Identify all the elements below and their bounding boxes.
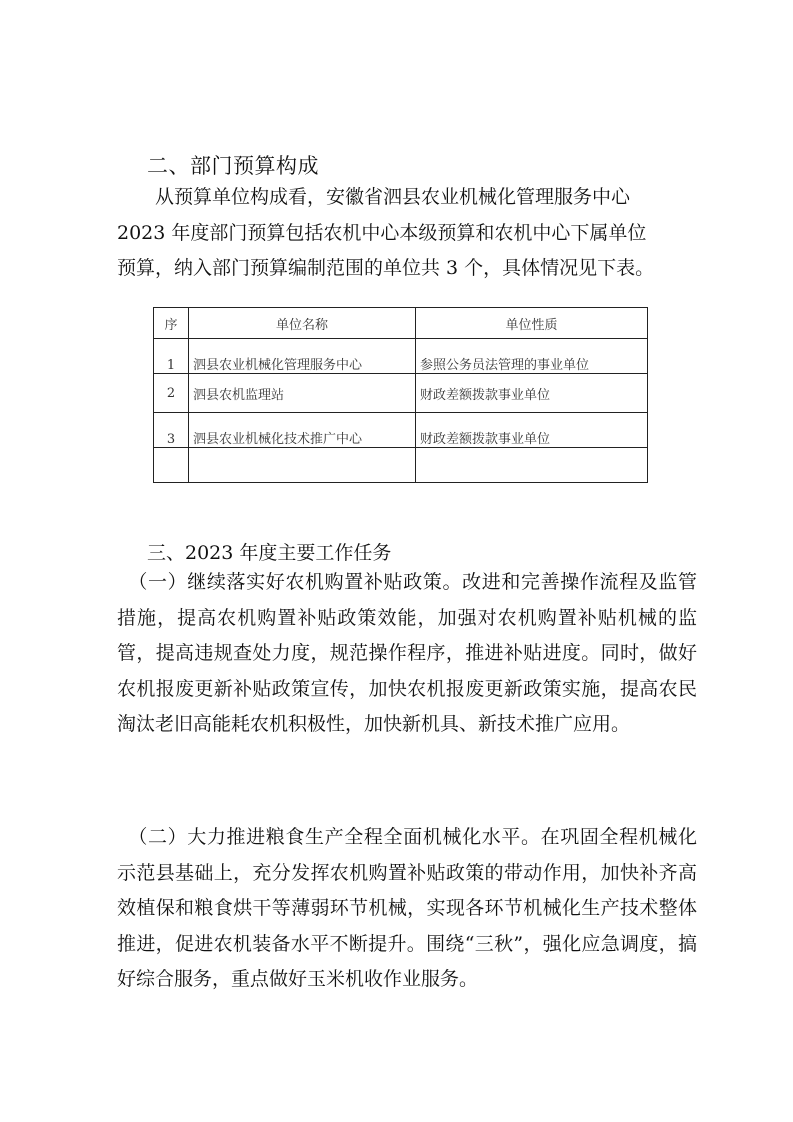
paragraph-line: 预算，纳入部门预算编制范围的单位共 3 个，具体情况见下表。 (117, 257, 655, 279)
header-cell-unit-name: 单位名称 (189, 308, 416, 339)
cell-unit-type (416, 448, 648, 483)
table-row (154, 374, 648, 413)
cell-unit-type: 财政差额拨款事业单位 (416, 374, 648, 413)
cell-unit-type: 参照公务员法管理的事业单位 (416, 339, 648, 374)
section-heading-main-tasks: 三、2023 年度主要工作任务 (147, 542, 392, 564)
cell-no: 3 (154, 413, 189, 448)
cell-no: 2 (154, 374, 189, 413)
table-header-row (154, 308, 648, 339)
cell-unit-type: 财政差额拨款事业单位 (416, 413, 648, 448)
cell-unit-name (189, 448, 416, 483)
cell-unit-name: 泗县农业机械化管理服务中心 (189, 339, 416, 374)
cell-unit-name: 泗县农机监理站 (189, 374, 416, 413)
header-cell-unit-type: 单位性质 (416, 308, 648, 339)
paragraph-line: 2023 年度部门预算包括农机中心本级预算和农机中心下属单位 (117, 221, 647, 244)
budget-units-table (153, 307, 648, 483)
cell-no (154, 448, 189, 483)
task-item-2-paragraph: （二）大力推进粮食生产全程全面机械化水平。在巩固全程机械化示范县基础上，充分发挥农机购置补贴政策的带动作用，加快补齐高效植保和粮食烘干等薄弱环节机械，实现各环节机械化生产技术整体推进，促进农机装备水平不断提升。围绕“三秋”，强化应急调度，搞好综合服务，重点做好玉米机收作业服务。 (117, 826, 697, 990)
paragraph-line: 从预算单位构成看，安徽省泗县农业机械化管理服务中心 (155, 186, 631, 208)
budget-composition-paragraph (117, 180, 697, 287)
section-heading-budget-composition: 二、部门预算构成 (147, 154, 319, 178)
cell-no: 1 (154, 339, 189, 374)
header-cell-no: 序 (154, 308, 189, 339)
table-row (154, 413, 648, 448)
table-row (154, 448, 648, 483)
cell-unit-name: 泗县农业机械化技术推广中心 (189, 413, 416, 448)
table-row (154, 339, 648, 374)
task-item-1-paragraph: （一）继续落实好农机购置补贴政策。改进和完善操作流程及监管措施，提高农机购置补贴政策效能，加强对农机购置补贴机械的监管，提高违规查处力度，规范操作程序，推进补贴进度。同时，做好农机报废更新补贴政策宣传，加快农机报废更新政策实施，提高农民淘汰老旧高能耗农机积极性，加快新机具、新技术推广应用。 (117, 571, 697, 735)
